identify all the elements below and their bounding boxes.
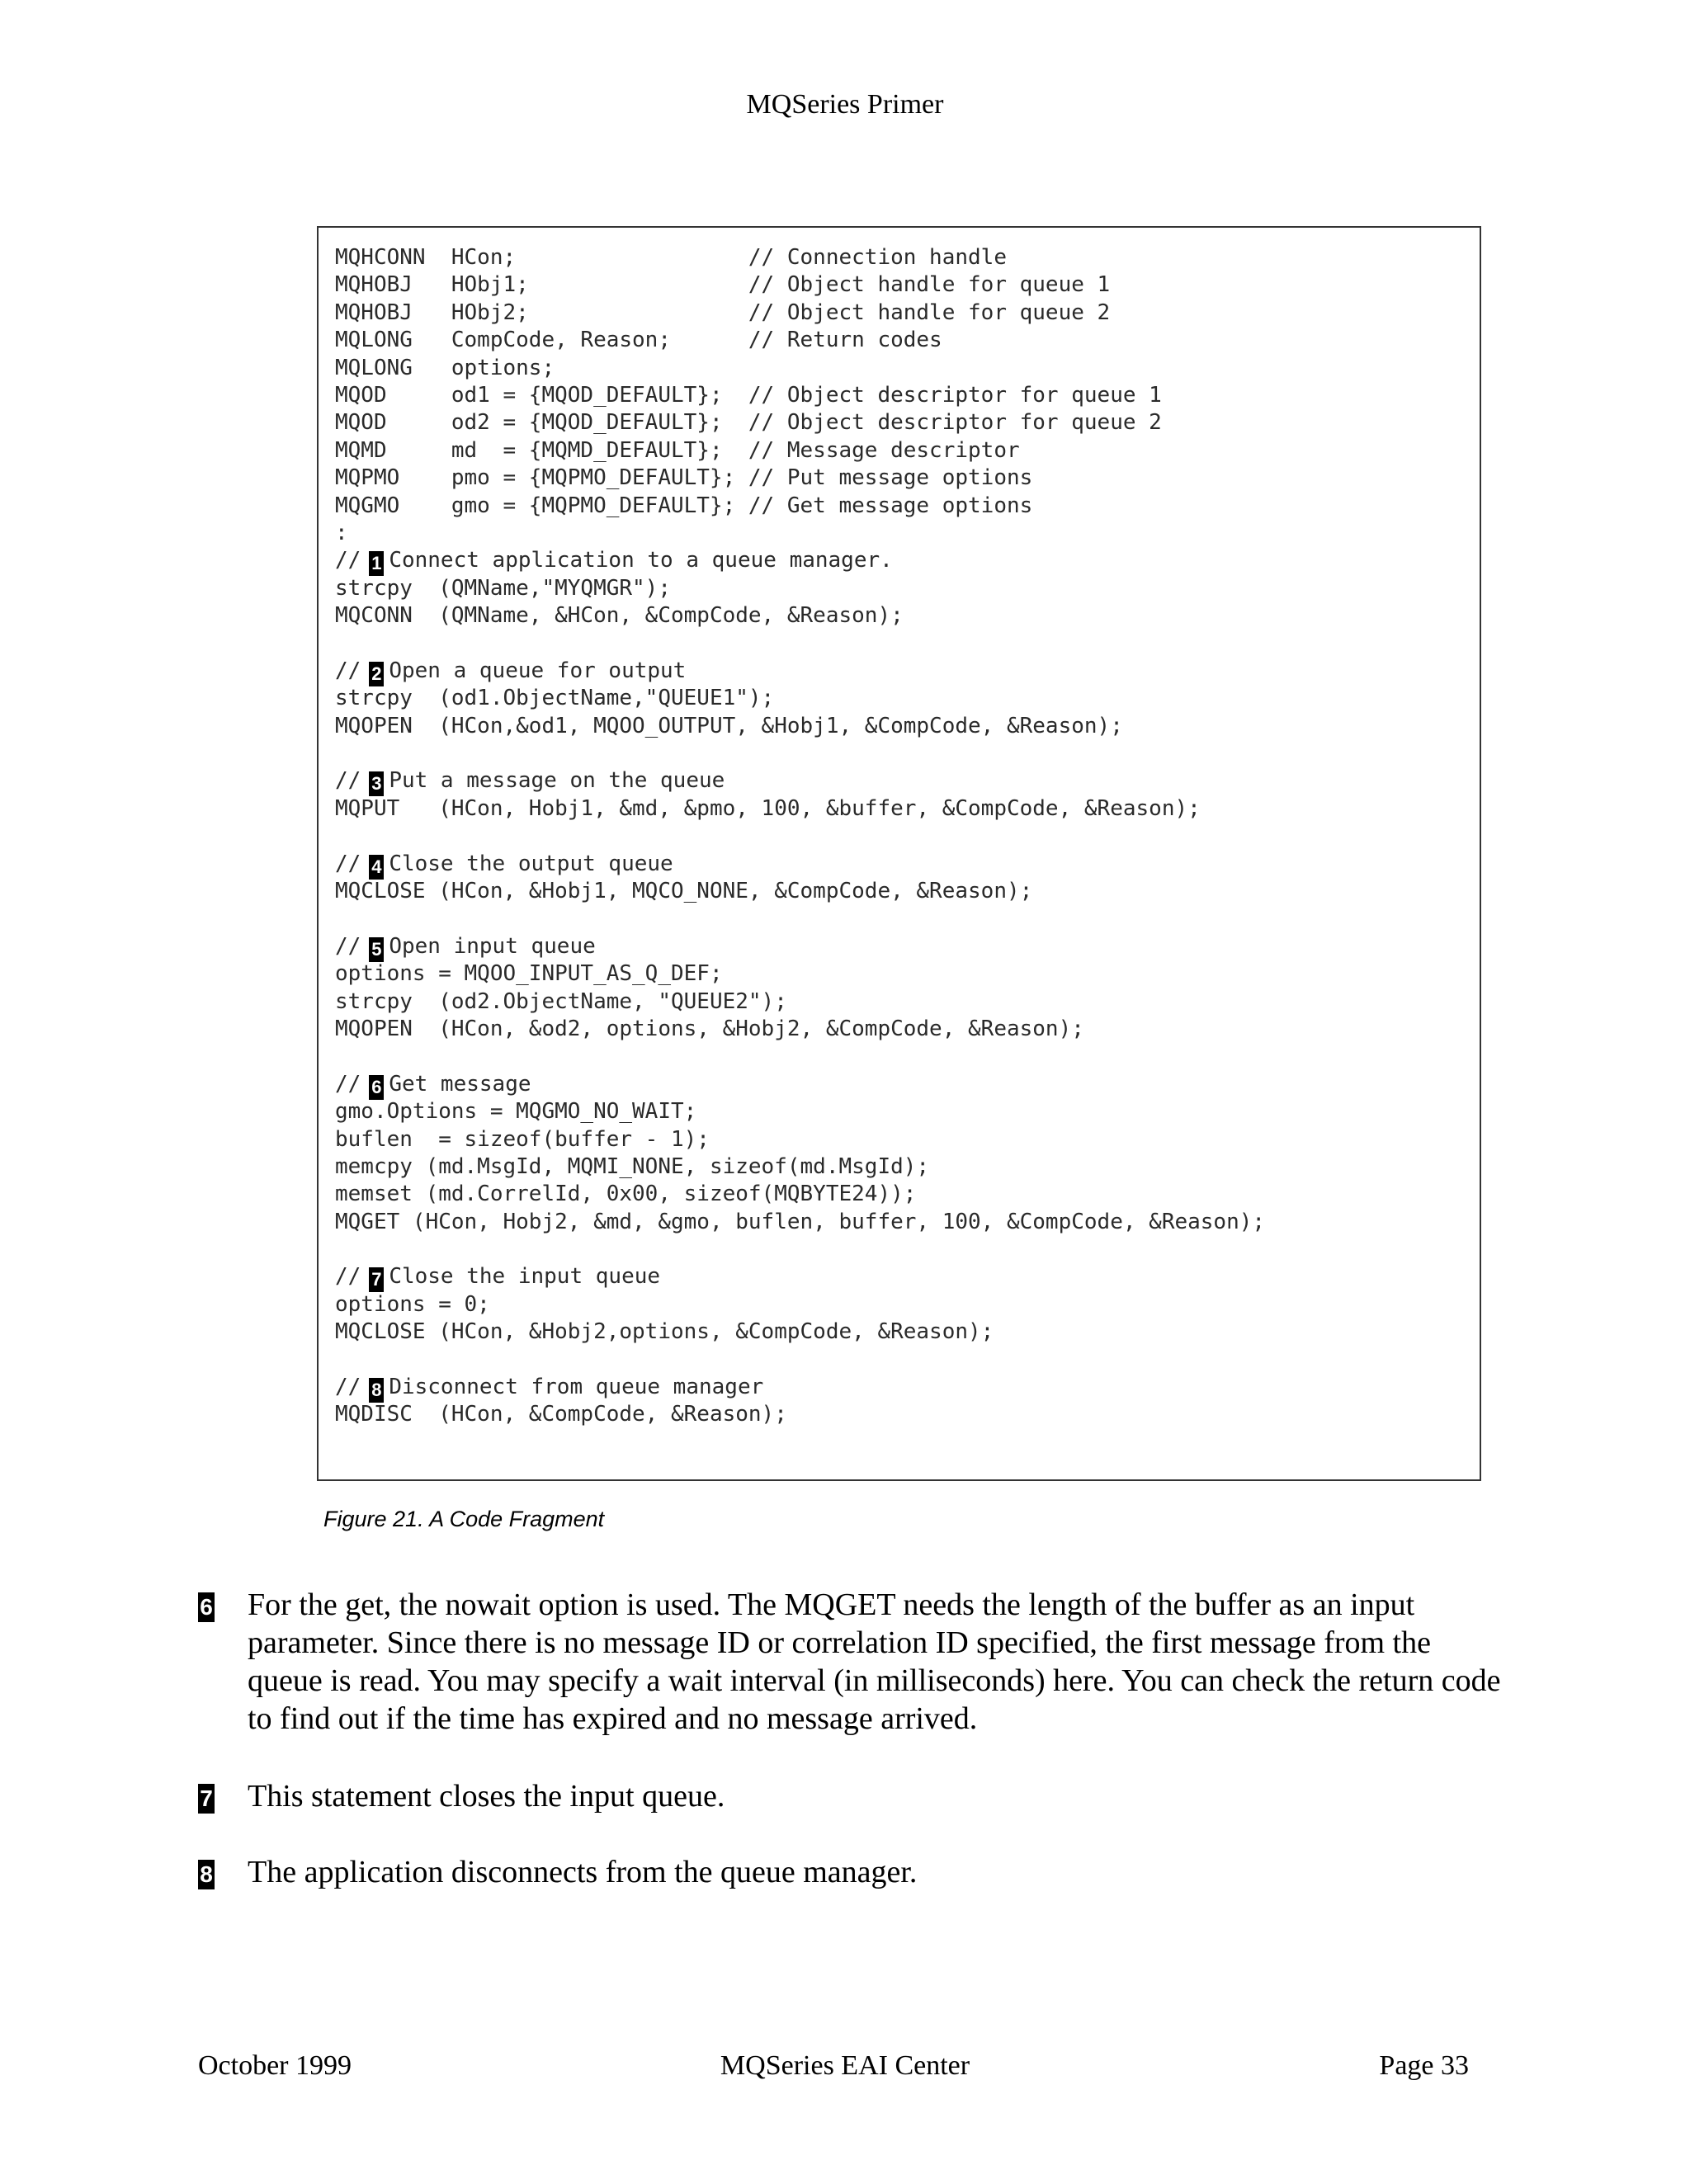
code-line (335, 630, 1265, 657)
code-line: strcpy (od2.ObjectName, "QUEUE2"); (335, 988, 787, 1014)
code-line: : (335, 520, 348, 545)
code-comment: Close the output queue (389, 851, 673, 876)
code-comment: Put a message on the queue (389, 768, 725, 794)
code-line: buflen = sizeof(buffer - 1); (335, 1126, 710, 1152)
code-line: // 4 Close the output queue (335, 851, 1265, 878)
code-line: memset (md.CorrelId, 0x00, sizeof(MQBYTE24)); (335, 1182, 917, 1207)
code-line: MQOD od2 = {MQOD_DEFAULT}; // Object descriptor for queue 2 (335, 410, 1162, 436)
code-line: // 2 Open a queue for output (335, 658, 1265, 685)
code-line: gmo.Options = MQGMO_NO_WAIT; (335, 1099, 697, 1125)
code-line: MQDISC (HCon, &CompCode, &Reason); (335, 1402, 787, 1427)
code-line: memcpy (md.MsgId, MQMI_NONE, sizeof(md.MsgId); (335, 1153, 930, 1179)
code-line: MQCLOSE (HCon, &Hobj2,options, &CompCode, &Reason); (335, 1319, 994, 1345)
code-line: options = MQOO_INPUT_AS_Q_DEF; (335, 961, 723, 987)
note-text-6: For the get, the nowait option is used. The MQGET needs the length of the buffer as an input parameter. Since there is no message ID or correlation ID specified, the first message from the queue is read. You may specify a wait interval (in milliseconds) here. You can check the return code to find out if the time has expired and no message arrived. (248, 1587, 1501, 1736)
note-text-7: This statement closes the input queue. (248, 1779, 725, 1814)
code-line (335, 1347, 1265, 1374)
code-block (335, 244, 1265, 1429)
figure-caption: Figure 21. A Code Fragment (323, 1507, 605, 1531)
code-line: MQOD od1 = {MQOD_DEFAULT}; // Object descriptor for queue 1 (335, 382, 1162, 408)
code-line: MQOPEN (HCon,&od1, MQOO_OUTPUT, &Hobj1, &CompCode, &Reason); (335, 713, 1123, 738)
step-marker: 7 (369, 1267, 384, 1292)
code-line: MQLONG CompCode, Reason; // Return codes (335, 328, 942, 353)
code-line: // 8 Disconnect from queue manager (335, 1374, 1265, 1401)
code-line: MQPUT (HCon, Hobj1, &md, &pmo, 100, &buffer, &CompCode, &Reason); (335, 795, 1201, 821)
code-line: MQHOBJ HObj1; // Object handle for queue 1 (335, 272, 1111, 298)
code-line: MQCLOSE (HCon, &Hobj1, MQCO_NONE, &CompCode, &Reason); (335, 878, 1033, 903)
note-text-8: The application disconnects from the queue manager. (248, 1855, 918, 1889)
code-line: MQLONG options; (335, 355, 555, 380)
code-line: strcpy (od1.ObjectName,"QUEUE1"); (335, 686, 775, 711)
code-line: // 6 Get message (335, 1071, 1265, 1098)
code-line: MQOPEN (HCon, &od2, options, &Hobj2, &CompCode, &Reason); (335, 1016, 1084, 1041)
step-marker: 8 (369, 1378, 384, 1403)
code-line (335, 740, 1265, 767)
code-comment: Open input queue (389, 933, 596, 959)
code-line: MQHOBJ HObj2; // Object handle for queue 2 (335, 300, 1111, 325)
code-line: MQPMO pmo = {MQPMO_DEFAULT}; // Put message options (335, 465, 1033, 491)
code-line: // 3 Put a message on the queue (335, 767, 1265, 795)
code-line: // 1 Connect application to a queue manager. (335, 547, 1265, 574)
code-line (335, 823, 1265, 850)
step-marker: 3 (369, 771, 384, 796)
code-comment: Connect application to a queue manager. (389, 548, 893, 573)
code-line (335, 1236, 1265, 1263)
note-marker-7: 7 (198, 1784, 215, 1814)
code-figure (317, 226, 1481, 1481)
code-line: MQMD md = {MQMD_DEFAULT}; // Message descriptor (335, 437, 1020, 463)
step-marker: 2 (369, 662, 384, 686)
step-marker: 5 (369, 937, 384, 962)
code-line: MQHCONN HCon; // Connection handle (335, 245, 1007, 270)
page-header: MQSeries Primer (746, 89, 944, 120)
code-comment: Get message (389, 1071, 531, 1097)
code-line: // 7 Close the input queue (335, 1263, 1265, 1290)
footer-date: October 1999 (198, 2050, 352, 2081)
code-line: // 5 Open input queue (335, 933, 1265, 960)
code-line: strcpy (QMName,"MYQMGR"); (335, 575, 671, 601)
code-line: MQCONN (QMName, &HCon, &CompCode, &Reason); (335, 603, 904, 629)
code-line: options = 0; (335, 1291, 490, 1317)
code-comment: Open a queue for output (389, 658, 687, 683)
code-line: MQGMO gmo = {MQPMO_DEFAULT}; // Get message options (335, 493, 1033, 518)
footer-page-number: Page 33 (1379, 2050, 1469, 2081)
code-line (335, 1043, 1265, 1070)
step-marker: 6 (369, 1075, 384, 1100)
step-marker: 4 (369, 855, 384, 880)
note-marker-6: 6 (198, 1592, 215, 1622)
note-marker-8: 8 (198, 1860, 215, 1889)
code-line (335, 905, 1265, 932)
step-marker: 1 (369, 551, 384, 576)
code-comment: Close the input queue (389, 1264, 661, 1290)
code-line: MQGET (HCon, Hobj2, &md, &gmo, buflen, buffer, 100, &CompCode, &Reason); (335, 1209, 1266, 1234)
footer-center: MQSeries EAI Center (720, 2050, 970, 2081)
code-comment: Disconnect from queue manager (389, 1375, 764, 1400)
